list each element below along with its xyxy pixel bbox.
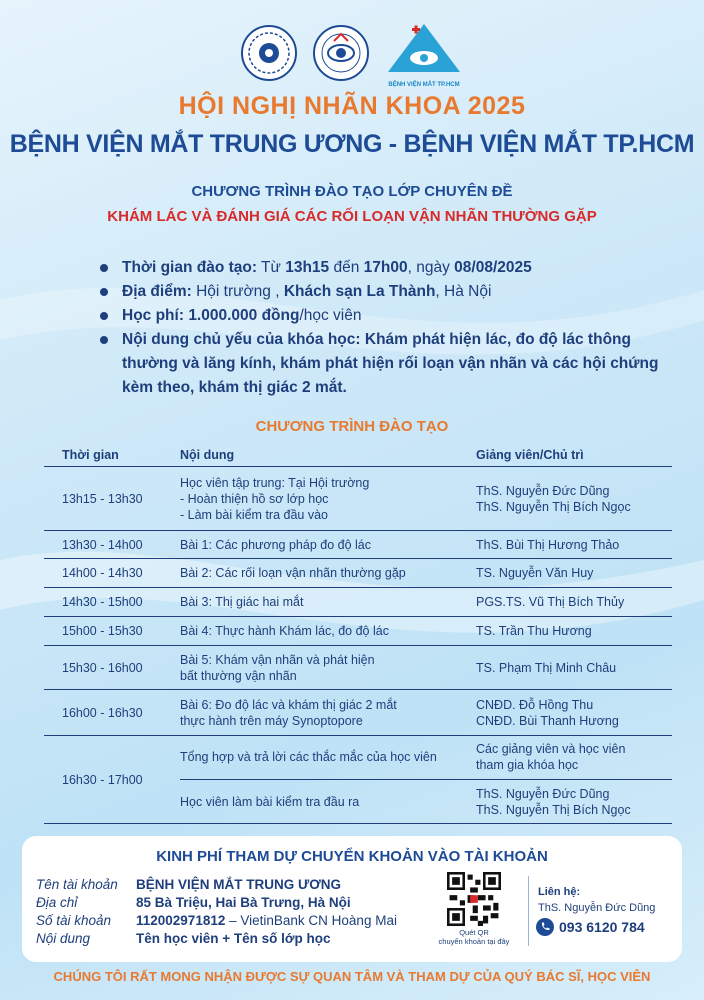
bullet-icon <box>100 288 108 296</box>
field-value: BỆNH VIỆN MẮT TRUNG ƯƠNG <box>136 877 341 892</box>
time-date: 08/08/2025 <box>454 259 532 276</box>
bullet-icon <box>100 264 108 272</box>
field-key: Địa chỉ <box>36 895 78 910</box>
footer-message: CHÚNG TÔI RẤT MONG NHẬN ĐƯỢC SỰ QUAN TÂM VÀ THAM DỰ CỦA QUÝ BÁC SĨ, HỌC VIÊN <box>53 969 651 984</box>
topic-heading: KHÁM LÁC VÀ ĐÁNH GIÁ CÁC RỐI LOẠN VẬN NHÃN THƯỜNG GẶP <box>107 208 597 225</box>
place-label: Địa điểm: <box>122 283 192 300</box>
qr-caption-line: chuyển khoản tại đây <box>438 937 510 946</box>
time-end: 17h00 <box>363 259 408 276</box>
row-lecturer: TS. Phạm Thị Minh Châu <box>476 660 617 675</box>
row-lecturer: TS. Trần Thu Hương <box>476 624 592 638</box>
bank-transfer-box <box>22 836 682 962</box>
hospitals-title: BỆNH VIỆN MẮT TRUNG ƯƠNG - BỆNH VIỆN MẮT TP.HCM <box>9 130 695 158</box>
logo-row <box>0 22 704 88</box>
row-time: 16h30 - 17h00 <box>62 772 143 787</box>
sub-row <box>180 736 672 780</box>
bank-field-row <box>36 930 456 948</box>
hcm-logo-caption: BỆNH VIỆN MẮT TP.HCM <box>388 82 460 88</box>
row-content: Bài 1: Các phương pháp đo độ lác <box>180 537 371 552</box>
row-content: Bài 4: Thực hành Khám lác, đo độ lác <box>180 624 389 638</box>
qr-caption-line: Quét QR <box>459 928 489 937</box>
divider <box>528 876 529 946</box>
vietnam-national-eye-hospital-logo <box>312 24 370 82</box>
row-lecturer-line: ThS. Nguyễn Đức Dũng <box>476 483 610 498</box>
row-time: 15h00 - 15h30 <box>62 624 143 638</box>
row-content-line: bất thường vận nhãn <box>180 668 297 683</box>
content-text: Khám phát hiện lác, đo độ lác thông thường và lăng kính, khám phát hiện rối loạn vận nhãn và các hội chứng kèm theo, khám thị giác 2 mắt. <box>122 331 659 396</box>
bank-branch: – VietinBank CN Hoàng Mai <box>225 913 397 928</box>
course-info <box>100 256 660 400</box>
field-key: Tên tài khoản <box>36 877 118 892</box>
row-lecturer <box>476 741 672 773</box>
conference-title: HỘI NGHỊ NHÃN KHOA 2025 <box>178 92 526 120</box>
bullet-icon <box>100 336 108 344</box>
contact-label: Liên hệ: <box>538 886 581 898</box>
row-lecturer-line: CNĐD. Đỗ Hồng Thu <box>476 697 594 712</box>
row-lecturer-line: ThS. Nguyễn Đức Dũng <box>476 786 610 801</box>
fee-value: 1.000.000 đồng <box>188 307 300 324</box>
triangle-logo-icon <box>384 22 464 76</box>
fee-label: Học phí: <box>122 307 184 324</box>
row-content: Tổng hợp và trả lời các thắc mắc của học viên <box>180 750 437 764</box>
row-time: 16h00 - 16h30 <box>62 705 143 720</box>
row-content <box>180 697 476 729</box>
contact-name: ThS. Nguyễn Đức Dũng <box>538 902 656 914</box>
place-text: , Hà Nội <box>435 283 492 300</box>
qr-code-icon[interactable] <box>447 872 501 926</box>
row-lecturer <box>476 697 672 729</box>
phone-icon <box>536 918 554 936</box>
fee-row <box>100 304 660 328</box>
time-text: đến <box>333 259 360 276</box>
bank-field-row <box>36 876 456 894</box>
row-content-line: thực hành trên máy Synoptopore <box>180 713 363 728</box>
contact-phone[interactable]: 093 6120 784 <box>559 919 645 935</box>
row-time: 15h30 - 16h00 <box>62 660 143 675</box>
row-lecturer <box>476 483 672 515</box>
row-lecturer: ThS. Bùi Thị Hương Thảo <box>476 537 620 552</box>
row-lecturer-line: tham gia khóa học <box>476 758 579 772</box>
bank-field-row <box>36 912 456 930</box>
sub-row <box>180 780 672 824</box>
row-time: 13h15 - 13h30 <box>62 491 143 506</box>
table-row <box>44 531 672 559</box>
content-row <box>100 328 660 400</box>
row-lecturer-line: ThS. Nguyễn Thị Bích Ngọc <box>476 499 631 514</box>
row-time: 14h00 - 14h30 <box>62 566 143 580</box>
place-row <box>100 280 660 304</box>
hcm-eye-hospital-logo <box>384 22 464 88</box>
row-content: Bài 3: Thị giác hai mắt <box>180 595 304 609</box>
table-row <box>44 690 672 736</box>
field-value: Tên học viên + Tên số lớp học <box>136 931 331 946</box>
field-key: Nội dung <box>36 931 91 946</box>
row-content-line: - Làm bài kiểm tra đầu vào <box>180 507 328 522</box>
table-row <box>44 736 672 824</box>
field-key: Số tài khoản <box>36 913 112 928</box>
row-lecturer-line: CNĐD. Bùi Thanh Hương <box>476 713 619 728</box>
row-lecturer <box>476 786 672 818</box>
table-row <box>44 646 672 690</box>
time-start: 13h15 <box>285 259 330 276</box>
schedule-table <box>44 443 672 824</box>
field-value <box>136 912 397 930</box>
time-row <box>100 256 660 280</box>
row-content <box>180 652 476 684</box>
row-lecturer: PGS.TS. Vũ Thị Bích Thủy <box>476 595 625 609</box>
row-content-line: - Hoàn thiện hồ sơ lớp học <box>180 491 329 506</box>
table-header <box>44 443 672 467</box>
row-subrows <box>180 736 672 824</box>
place-hotel: Khách sạn La Thành <box>283 283 436 300</box>
content-label: Nội dung chủ yếu của khóa học: <box>122 331 361 348</box>
place-text: Hội trường , <box>196 283 280 300</box>
time-text: , ngày <box>407 259 450 276</box>
table-row <box>44 467 672 531</box>
program-heading: CHƯƠNG TRÌNH ĐÀO TẠO LỚP CHUYÊN ĐỀ <box>191 183 513 200</box>
row-lecturer: TS. Nguyễn Văn Huy <box>476 566 594 580</box>
account-number: 112002971812 <box>136 913 226 928</box>
field-value: 85 Bà Triệu, Hai Bà Trưng, Hà Nội <box>136 895 351 910</box>
row-content-line: Bài 6: Đo độ lác và khám thị giác 2 mắt <box>180 697 397 712</box>
table-row <box>44 559 672 588</box>
row-content <box>180 475 476 523</box>
table-row <box>44 588 672 617</box>
bullet-icon <box>100 312 108 320</box>
row-lecturer-line: Các giảng viên và học viên <box>476 742 626 756</box>
schedule-title: CHƯƠNG TRÌNH ĐÀO TẠO <box>255 418 449 435</box>
table-row <box>44 617 672 646</box>
qr-caption <box>427 928 521 946</box>
header-content: Nội dung <box>180 447 235 462</box>
bank-fields <box>36 876 456 948</box>
row-content-line: Bài 5: Khám vận nhãn và phát hiện <box>180 652 375 667</box>
time-text: Từ <box>261 259 281 276</box>
row-lecturer-line: ThS. Nguyễn Thị Bích Ngọc <box>476 802 631 817</box>
time-label: Thời gian đào tạo: <box>122 259 258 276</box>
row-content-line: Học viên tập trung: Tại Hội trường <box>180 475 370 490</box>
row-content: Bài 2: Các rối loạn vận nhãn thường gặp <box>180 566 406 580</box>
header-time: Thời gian <box>62 447 119 462</box>
bank-title: KINH PHÍ THAM DỰ CHUYỂN KHOẢN VÀO TÀI KHOẢN <box>156 848 548 865</box>
hospital-seal-logo <box>240 24 298 82</box>
bank-field-row <box>36 894 456 912</box>
row-content: Học viên làm bài kiểm tra đầu ra <box>180 794 360 809</box>
fee-unit: /học viên <box>299 307 362 324</box>
row-time: 14h30 - 15h00 <box>62 595 143 609</box>
row-time: 13h30 - 14h00 <box>62 537 143 552</box>
header-lecturer: Giảng viên/Chủ trì <box>476 447 584 462</box>
